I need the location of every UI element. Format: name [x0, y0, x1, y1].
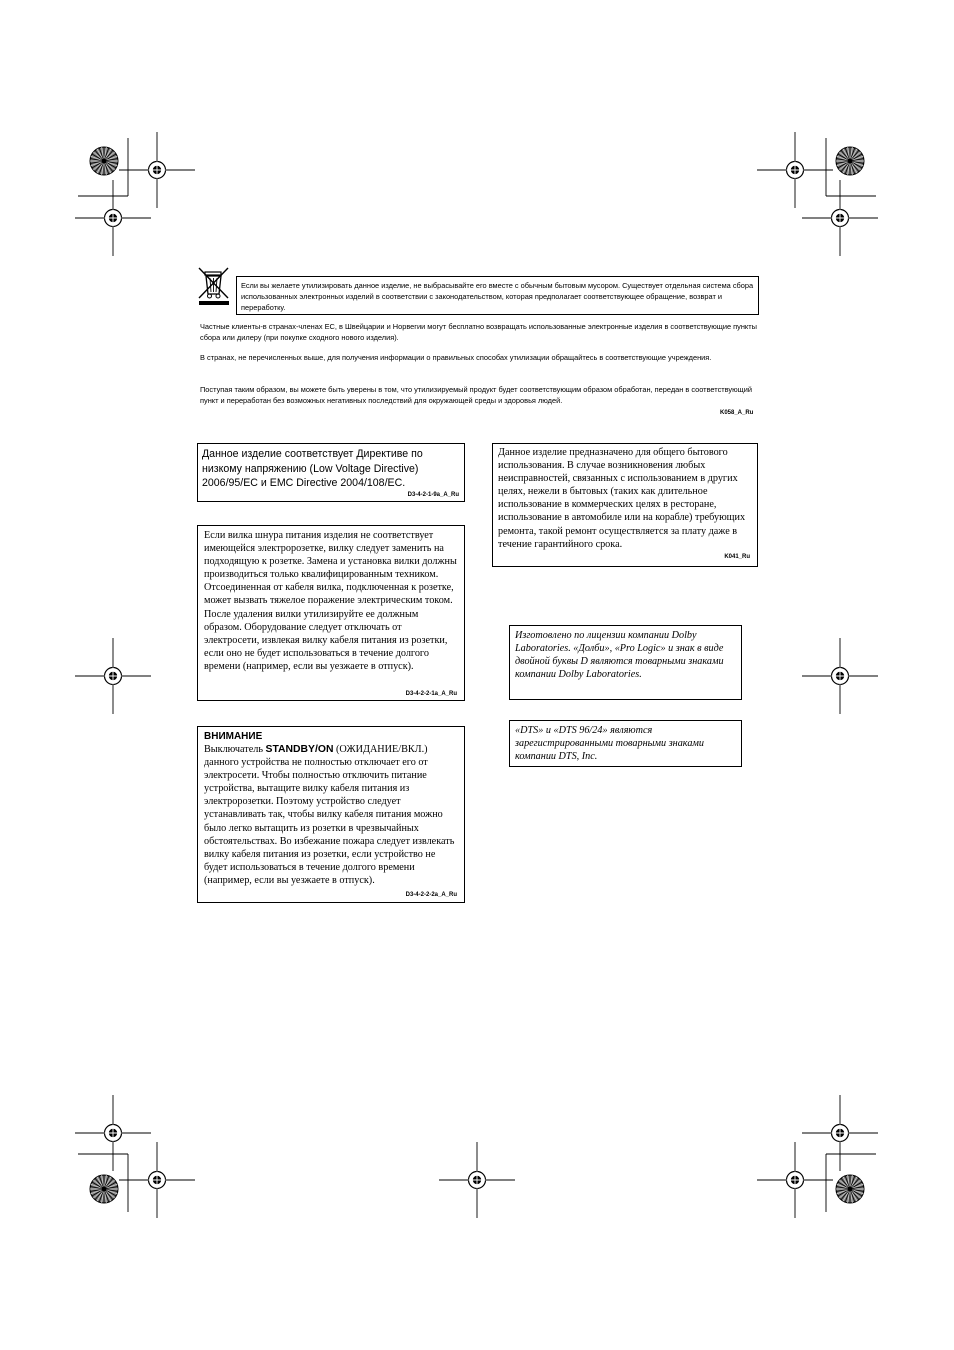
lvd-code: D3-4-2-1-9a_A_Ru — [407, 492, 459, 498]
color-wheel-target-icon — [90, 147, 118, 175]
lvd-compliance-text: Данное изделие соответствует Директиве по низкому напряжению (Low Voltage Directive) 2006/95/EC и EMC Directive 2004/108/EC. — [202, 448, 423, 489]
caution-heading: ВНИМАНИЕ — [204, 731, 263, 742]
registration-mark-icon — [757, 1142, 833, 1218]
registration-mark-icon — [75, 638, 151, 714]
registration-mark-icon — [119, 1142, 195, 1218]
disposal-paragraph-eu: Частные клиенты-в странах-членах ЕС, в Швейцарии и Норвегии могут бесплатно возвращать использованные электронные изделия в соответствующие пункты сбора или дилеру (при покупке сходного нового изделия). — [200, 322, 757, 342]
registration-mark-icon — [802, 638, 878, 714]
crossed-out-wheelie-bin-icon — [195, 266, 233, 306]
disposal-notice-box — [236, 276, 759, 315]
plug-replacement-text: Если вилка шнура питания изделия не соответствует имеющейся электророзетке, вилку следует заменить на подходящую к розетке. Замена и установка вилки должны производиться только квалифицированным техником. Отсоединенная от кабеля вилка, подключенная к розетке, может вызвать тяжелое поражение электрическим током. После удаления вилки утилизируйте ее должным образом. Оборудование следует отключать от электросети, извлекая вилку кабеля питания из розетки, если оно не будет использоваться в течение долгого времени (например, если вы уезжаете в отпуск). — [204, 530, 457, 672]
household-use-box — [492, 443, 758, 567]
disposal-paragraph-other: В странах, не перечисленных выше, для получения информации о правильных способах утилизации обращайтесь в соответствующие учреждения. — [200, 353, 712, 362]
plug-replacement-box — [197, 525, 465, 701]
dts-trademark-text: «DTS» и «DTS 96/24» являются зарегистрированными товарными знаками компании DTS, Inc. — [515, 725, 705, 763]
color-wheel-target-icon — [836, 1175, 864, 1203]
household-use-text: Данное изделие предназначено для общего бытового использования. В случае возникновения любых неисправностей, связанных с использованием в других целях, нежели в бытовых (таких как длительное использование в коммерческих целях в ресторане, использование в автомобиле или на корабле) требующих ремонта, такой ремонт осуществляется за плату даже в течение гарантийного срока. — [498, 447, 746, 550]
caution-text — [204, 743, 458, 887]
color-wheel-target-icon — [90, 1175, 118, 1203]
registration-mark-icon — [75, 180, 151, 256]
disposal-code: K058_A_Ru — [720, 410, 754, 416]
color-wheel-target-icon — [836, 147, 864, 175]
dolby-trademark-box — [509, 625, 742, 700]
registration-mark-icon — [439, 1142, 515, 1218]
caution-box — [197, 726, 465, 903]
dts-trademark-box — [509, 720, 742, 767]
household-code: K041_Ru — [724, 554, 750, 560]
disposal-paragraph-assurance: Поступая таким образом, вы можете быть уверены в том, что утилизируемый продукт будет соответствующим образом обработан, передан в соответствующий пункт и переработан без возможных негативных последствий для окружающей среды и здоровья людей. — [200, 385, 753, 405]
registration-mark-icon — [757, 132, 833, 208]
registration-mark-icon — [802, 180, 878, 256]
disposal-notice-text: Если вы желаете утилизировать данное изделие, не выбрасывайте его вместе с обычным бытовым мусором. Существует отдельная система сбора использованных электронных изделий в соответствии с законодательством, которая предполагает соответствующее обращение, возврат и переработку. — [241, 281, 754, 312]
caution-code: D3-4-2-2-2a_A_Ru — [405, 892, 457, 898]
registration-mark-icon — [802, 1095, 878, 1171]
standby-switch-name: STANDBY/ON — [265, 744, 334, 755]
plug-code: D3-4-2-2-1a_A_Ru — [405, 691, 457, 697]
registration-mark-icon — [75, 1095, 151, 1171]
caution-body: (ОЖИДАНИЕ/ВКЛ.) данного устройства не полностью отключает его от электросети. Чтобы полностью отключить питание устройства, вытащите вилку кабеля питания из электророзетки. Поэтому устройство следует устанавливать так, чтобы вилку кабеля питания можно было легко вытащить из розетки в чрезвычайных обстоятельствах. Во избежание пожара следует извлекать вилку кабеля питания из розетки, если устройство не будет использоваться в течение долгого времени (например, если вы уезжаете в отпуск). — [204, 744, 455, 886]
caution-prefix: Выключатель — [204, 744, 263, 755]
registration-mark-icon — [119, 132, 195, 208]
lvd-compliance-box — [197, 443, 465, 502]
dolby-trademark-text: Изготовлено по лицензии компании Dolby Laboratories. «Долби», «Pro Logic» и знак в виде двойной буквы D являются товарными знаками компании Dolby Laboratories. — [515, 630, 724, 681]
